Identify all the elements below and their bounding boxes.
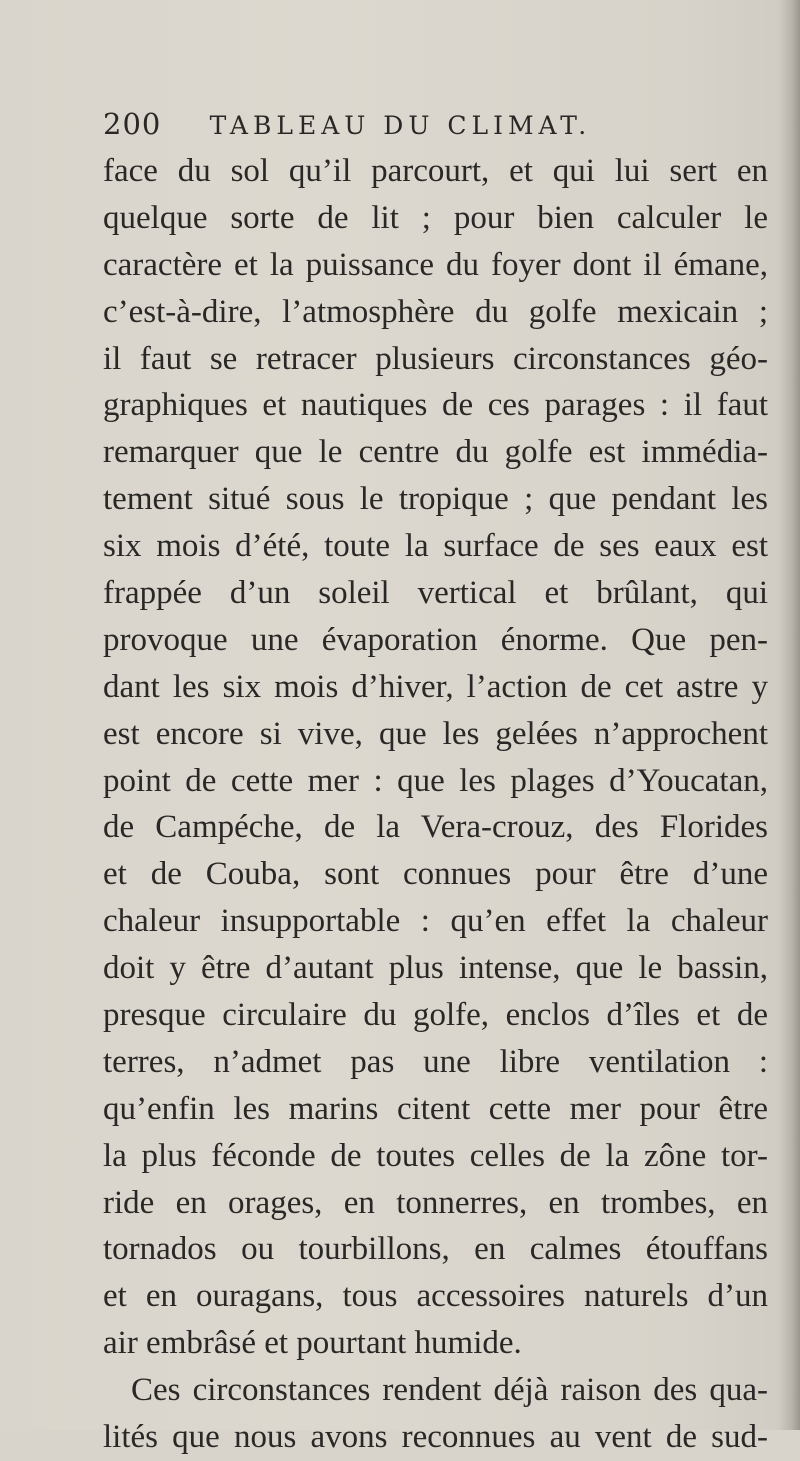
- text-line: ride en orages, en tonnerres, en trombes, en: [103, 1184, 768, 1221]
- text-line: c’est-à-dire, l’atmosphère du golfe mexicain ;: [103, 293, 768, 330]
- text-line: quelque sorte de lit ; pour bien calculer le: [103, 199, 768, 236]
- text-line: qu’enfin les marins citent cette mer pour être: [103, 1090, 768, 1127]
- running-title: TABLEAU DU CLIMAT.: [209, 111, 592, 140]
- text-line: caractère et la puissance du foyer dont il émane,: [103, 246, 768, 283]
- text-line: dant les six mois d’hiver, l’action de cet astre y: [103, 668, 768, 705]
- paragraph-end-line: air embrâsé et pourtant humide.: [103, 1325, 522, 1362]
- page-edge-shadow: [778, 0, 800, 1430]
- text-line: lités que nous avons reconnues au vent de sud-: [103, 1419, 768, 1456]
- text-line: face du sol qu’il parcourt, et qui lui sert en: [103, 153, 768, 189]
- text-line: six mois d’été, toute la surface de ses eaux est: [103, 528, 768, 565]
- text-line: il faut se retracer plusieurs circonstances géo-: [103, 340, 768, 377]
- text-line: la plus féconde de toutes celles de la zône tor-: [103, 1137, 768, 1174]
- page-number: 200: [103, 107, 162, 141]
- text-line: tornados ou tourbillons, en calmes étouffans: [103, 1231, 768, 1268]
- text-line: point de cette mer : que les plages d’Youcatan,: [103, 762, 768, 799]
- text-line: est encore si vive, que les gelées n’approchent: [103, 715, 768, 752]
- text-line: presque circulaire du golfe, enclos d’îles et de: [103, 997, 768, 1034]
- text-line: provoque une évaporation énorme. Que pen-: [103, 621, 768, 658]
- text-line: et en ouragans, tous accessoires naturels d’un: [103, 1278, 768, 1315]
- text-line: frappée d’un soleil vertical et brûlant, qui: [103, 575, 768, 612]
- text-line: tement situé sous le tropique ; que pendant les: [103, 481, 768, 518]
- body-text: [103, 148, 768, 1461]
- text-line: remarquer que le centre du golfe est immédia-: [103, 434, 768, 471]
- paragraph-start-line: Ces circonstances rendent déjà raison des qua-: [131, 1372, 768, 1409]
- text-line: graphiques et nautiques de ces parages : il faut: [103, 387, 768, 424]
- text-line: doit y être d’autant plus intense, que le bassin,: [103, 950, 768, 987]
- text-line: terres, n’admet pas une libre ventilation :: [103, 1043, 768, 1080]
- text-line: de Campéche, de la Vera-crouz, des Florides: [103, 809, 768, 846]
- text-line: et de Couba, sont connues pour être d’une: [103, 856, 768, 893]
- text-line: chaleur insupportable : qu’en effet la chaleur: [103, 903, 768, 940]
- page-header: [103, 102, 723, 146]
